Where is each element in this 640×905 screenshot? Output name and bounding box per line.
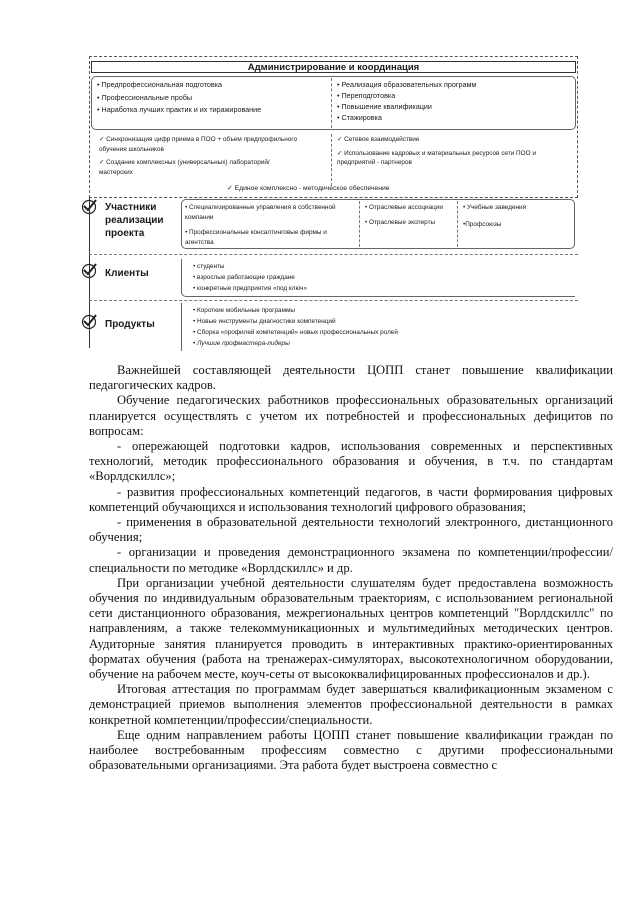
- list-item: • Переподготовка: [337, 91, 396, 100]
- list-item: • Короткие мобильные программы: [193, 307, 295, 314]
- activities-right: [337, 79, 573, 123]
- document-body: [89, 363, 613, 773]
- paragraph: Еще одним направлением работы ЦОПП станет повышение квалификации граждан по наиболее востребованным профессиям совместно с другими профессиональными образовательными организациями. Эта работа будет выстроена совместно с: [89, 727, 613, 773]
- list-item: ✓ Использование кадровых и материальных ресурсов сети ПОО и предприятий - партнеров: [337, 149, 536, 166]
- paragraph: Итоговая аттестация по программам будет завершаться квалификационным экзаменом с демонстрацией приемов выполнения элементов профессиональной деятельности в рамках конкретной компетенции/профессии/специальности.: [89, 682, 613, 727]
- list-item: • Повышение квалификации: [337, 102, 432, 111]
- clients-list: [193, 261, 493, 294]
- paragraph: Обучение педагогических работников профессиональных образовательных организаций планируется осуществлять с учетом их потребностей и профессиональных дефицитов по вопросам:: [89, 393, 613, 438]
- list-item: • Профессиональные пробы: [97, 92, 192, 102]
- activities-left: [97, 79, 327, 117]
- list-item: • Специализированные управления в собственной компании: [185, 204, 336, 221]
- participants-col2: [365, 203, 443, 227]
- list-item: • Отраслевые ассоциации: [365, 204, 443, 211]
- paragraph: - организации и проведения демонстрационного экзамена по компетенции/профессии/специальности по методике «Ворлдскиллс» и др.: [89, 545, 613, 575]
- list-item: ✓ Создание комплексных (универсальных) лабораторий/мастерских: [99, 159, 270, 176]
- list-item: • конкретные предприятия «под ключ»: [193, 285, 308, 292]
- paragraph: - применения в образовательной деятельности технологий электронного, дистанционного обучения;: [89, 515, 613, 545]
- diagram-title: Администрирование и координация: [91, 61, 576, 73]
- list-item: • Предпрофессиональная подготовка: [97, 80, 223, 89]
- list-item: • студенты: [193, 263, 225, 270]
- mid-left: [99, 135, 299, 177]
- list-item: • Наработка лучших практик и их тиражирование: [97, 105, 262, 114]
- list-item: • Отраслевые эксперты: [365, 218, 436, 226]
- list-item: • Реализация образовательных программ: [337, 80, 477, 89]
- list-item: • Профессиональные консалтинговые фирмы и агентства: [185, 229, 327, 246]
- check-icon: [81, 263, 97, 279]
- check-icon: [81, 314, 97, 330]
- products-label: Продукты: [105, 319, 155, 330]
- list-item: •Профсоюзы: [463, 220, 502, 228]
- bottom-note: ✓ Единое комплексно - методическое обеспечение: [227, 185, 390, 192]
- list-item: • взрослые работающие граждане: [193, 274, 295, 281]
- list-item: • Стажировка: [337, 113, 382, 122]
- products-list: [193, 305, 533, 349]
- list-item: • Учебные заведения: [463, 204, 527, 211]
- paragraph: - опережающей подготовки кадров, использования современных и перспективных технологий, методик профессионального образования и обучения, в т.ч. по стандартам «Ворлдскиллс»;: [89, 439, 613, 484]
- mid-right: [337, 135, 567, 168]
- participants-col3: [463, 203, 543, 229]
- paragraph: Важнейшей составляющей деятельности ЦОПП станет повышение квалификации педагогических кадров.: [89, 363, 613, 393]
- paragraph: - развития профессиональных компетенций педагогов, в части формирования цифровых компетенций обучающихся и использования технологий цифрового образования;: [89, 484, 613, 514]
- list-item: ✓ Сетевое взаимодействие: [337, 136, 420, 143]
- paragraph: При организации учебной деятельности слушателям будет предоставлена возможность обучения по индивидуальным образовательным траекториям, с использованием региональной сети дистанционного образования, межрегиональных центров компетенций "Ворлдскиллс" по направлениям, а также телекоммуникационных и мультимедийных методических центров. Аудиторные занятия планируется проводить в интерактивных практико-ориентированных форматах обучения (работа на тренажерах-симуляторах, высокотехнологичном оборудовании, обучение на рабочем месте, коуч-сеты от высококвалифицированных профессионалов и др.).: [89, 575, 613, 682]
- clients-label: Клиенты: [105, 268, 149, 279]
- list-item: ✓ Синхронизация цифр приема в ПОО + объем предпрофильного обучения школьников: [99, 136, 298, 153]
- participants-col1: [185, 203, 355, 247]
- project-diagram: [89, 56, 578, 353]
- list-item: • Лучшие профмастера-лидеры: [193, 340, 290, 347]
- participants-label: Участники реализации проекта: [105, 202, 164, 239]
- check-icon: [81, 199, 97, 215]
- list-item: • Новые инструменты диагностики компетенций: [193, 318, 336, 325]
- list-item: • Сборка «профилей компетенций» новых профессиональных ролей: [193, 329, 398, 336]
